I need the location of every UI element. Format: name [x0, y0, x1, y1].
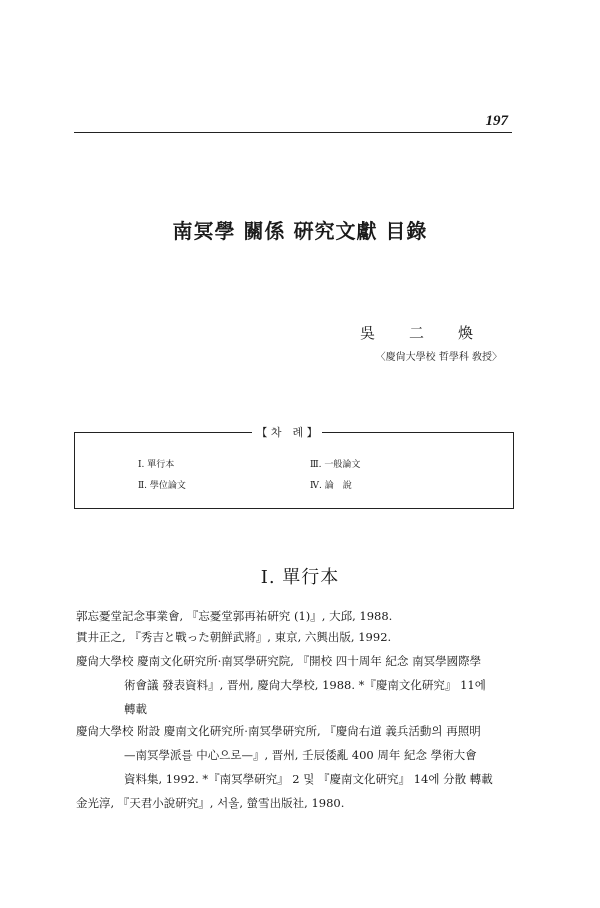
- toc-heading: 【 차 례 】: [256, 426, 318, 439]
- author-name: 吳二煥: [359, 324, 507, 342]
- toc-item: Ⅰ. 單行本: [138, 460, 175, 470]
- document-title: 南冥學 關係 硏究文獻 目錄: [172, 219, 428, 243]
- reference-entry: 金光淳, 『天君小說硏究』, 서울, 螢雪出版社, 1980.: [76, 796, 345, 810]
- reference-entry: 貫井正之, 『秀吉と戰った朝鮮武將』, 東京, 六興出版, 1992.: [76, 630, 392, 644]
- reference-entry: 郭忘憂堂記念事業會, 『忘憂堂郭再祐硏究 (1)』, 大邱, 1988.: [76, 609, 393, 623]
- toc-item: Ⅱ. 學位論文: [138, 481, 186, 491]
- reference-continuation: 資料集, 1992. *『南冥學硏究』 2 및 『慶南文化硏究』 14에 分散 轉載: [124, 772, 493, 786]
- reference-entry: 慶尙大學校 慶南文化硏究所·南冥學硏究院, 『開校 四十周年 紀念 南冥學國際學: [76, 654, 482, 668]
- author-affiliation: 〈慶尙大學校 哲學科 敎授〉: [375, 352, 502, 363]
- section-heading: Ⅰ. 單行本: [260, 567, 340, 588]
- header-rule: [74, 132, 512, 133]
- reference-continuation: —南冥學派를 中心으로—』, 晋州, 壬辰倭亂 400 周年 紀念 學術大會: [124, 748, 477, 762]
- toc-item: Ⅲ. 一般論文: [310, 460, 361, 470]
- reference-entry: 慶尙大學校 附設 慶南文化硏究所·南冥學硏究所, 『慶尙右道 義兵活動의 再照明: [76, 724, 481, 738]
- reference-continuation: 轉載: [124, 702, 147, 716]
- page-number: 197: [485, 113, 508, 129]
- table-of-contents: [74, 432, 514, 509]
- reference-continuation: 術會議 發表資料』, 晋州, 慶尙大學校, 1988. *『慶南文化硏究』 11에: [124, 678, 486, 692]
- toc-item: Ⅳ. 論 說: [310, 481, 352, 491]
